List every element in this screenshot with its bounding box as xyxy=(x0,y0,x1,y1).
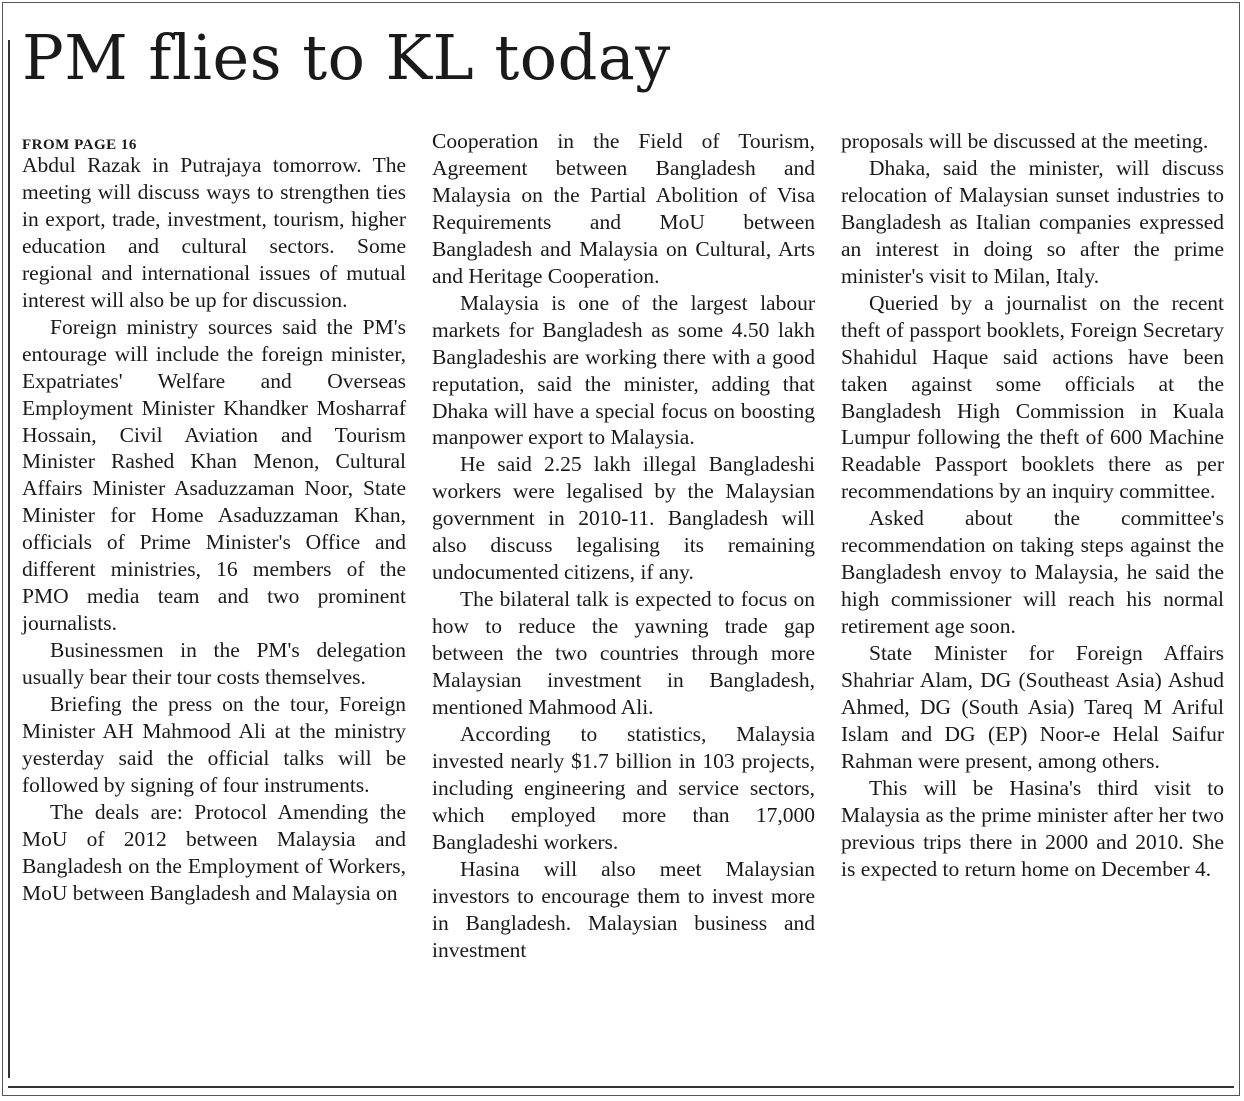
paragraph: Abdul Razak in Putrajaya tomorrow. The meeting will discuss ways to strengthen ties in export, trade, investment, tourism, higher education and cultural sectors. Some regional and international issues of mutual interest will also be up for discussion. xyxy=(22,153,406,312)
article-column-3 xyxy=(841,128,1224,883)
article-column-1 xyxy=(22,136,406,907)
paragraph: State Minister for Foreign Affairs Shahriar Alam, DG (Southeast Asia) Ashud Ahmed, DG (South Asia) Tareq M Ariful Islam and DG (EP) Noor-e Helal Saifur Rahman were present, among others. xyxy=(841,641,1224,773)
left-column-rule xyxy=(8,40,10,1078)
paragraph: Asked about the committee's recommendation on taking steps against the Bangladesh envoy to Malaysia, he said the high commissioner will reach his normal retirement age soon. xyxy=(841,506,1224,639)
paragraph: The bilateral talk is expected to focus on how to reduce the yawning trade gap between the two countries through more Malaysian investment in Bangladesh, mentioned Mahmood Ali. xyxy=(432,587,815,720)
headline: PM flies to KL today xyxy=(22,21,671,94)
paragraph: Briefing the press on the tour, Foreign Minister AH Mahmood Ali at the ministry yesterday said the official talks will be followed by signing of four instruments. xyxy=(22,692,406,797)
jump-label: FROM PAGE 16 xyxy=(22,137,137,153)
paragraph: Businessmen in the PM's delegation usually bear their tour costs themselves. xyxy=(22,638,406,690)
paragraph: proposals will be discussed at the meeting. xyxy=(841,129,1209,153)
paragraph: Malaysia is one of the largest labour markets for Bangladesh as some 4.50 lakh Bangladeshis are working there with a good reputation, said the minister, adding that Dhaka will have a special focus on boosting manpower export to Malaysia. xyxy=(432,290,815,450)
article-column-2 xyxy=(432,128,815,964)
paragraph: Queried by a journalist on the recent theft of passport booklets, Foreign Secretary Shahidul Haque said actions have been taken against some officials at the Bangladesh High Commission in Kuala Lumpur following the theft of 600 Machine Readable Passport booklets there as per recommendations by an inquiry committee. xyxy=(841,290,1224,504)
paragraph: Foreign ministry sources said the PM's entourage will include the foreign minister, Expatriates' Welfare and Overseas Employment Minister Khandker Mosharraf Hossain, Civil Aviation and Tourism Minister Rashed Khan Menon, Cultural Affairs Minister Asaduzzaman Noor, State Minister for Home Asaduzzaman Khan, officials of Prime Minister's Office and different ministries, 16 members of the PMO media team and two prominent journalists. xyxy=(22,314,406,636)
paragraph: Dhaka, said the minister, will discuss relocation of Malaysian sunset industries to Bangladesh as Italian companies expressed an interest in doing so after the prime minister's visit to Milan, Italy. xyxy=(841,155,1224,288)
paragraph: Cooperation in the Field of Tourism, Agreement between Bangladesh and Malaysia on the Partial Abolition of Visa Requirements and MoU between Bangladesh and Malaysia on Cultural, Arts and Heritage Cooperation. xyxy=(432,129,815,288)
paragraph: This will be Hasina's third visit to Malaysia as the prime minister after her two previous trips there in 2000 and 2010. She is expected to return home on December 4. xyxy=(841,775,1224,881)
paragraph: Hasina will also meet Malaysian investors to encourage them to invest more in Bangladesh. Malaysian business and investment xyxy=(432,856,815,962)
paragraph: The deals are: Protocol Amending the MoU of 2012 between Malaysia and Bangladesh on the Employment of Workers, MoU between Bangladesh and Malaysia on xyxy=(22,799,406,905)
bottom-rule xyxy=(8,1086,1234,1088)
paragraph: He said 2.25 lakh illegal Bangladeshi workers were legalised by the Malaysian government in 2010-11. Bangladesh will also discuss legalising its remaining undocumented citizens, if any. xyxy=(432,452,815,585)
paragraph: According to statistics, Malaysia invested nearly $1.7 billion in 103 projects, including engineering and service sectors, which employed more than 17,000 Bangladeshi workers. xyxy=(432,721,815,854)
